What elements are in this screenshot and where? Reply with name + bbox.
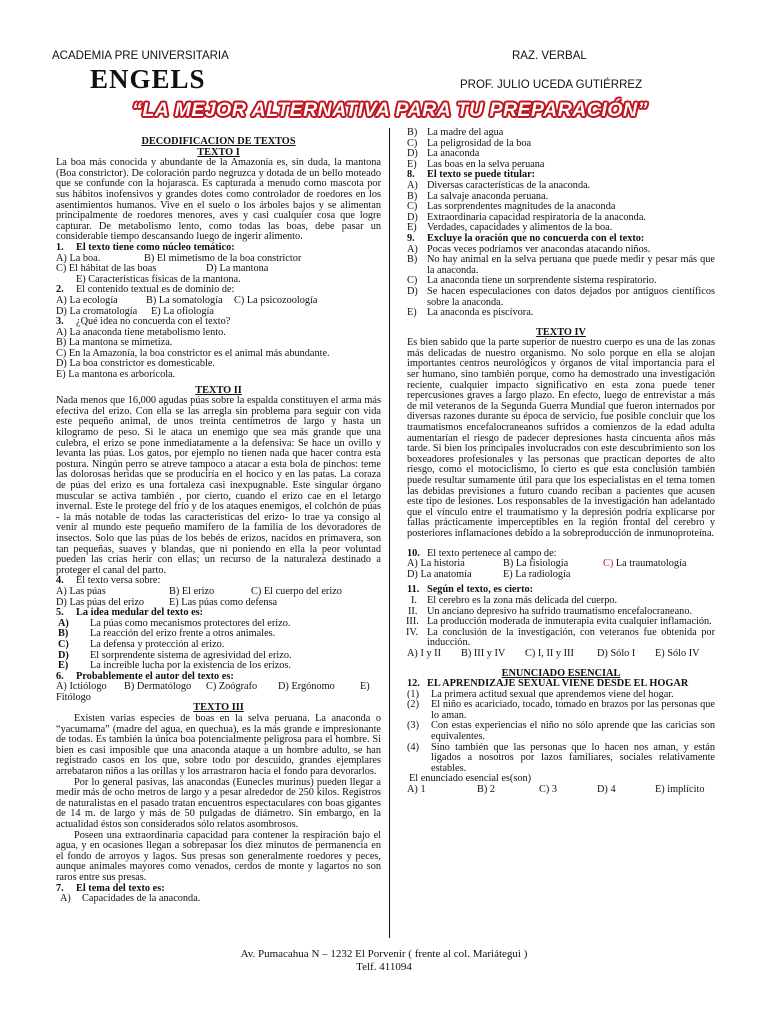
sentence-1: (1) La primera actitud sexual que aprendemos viene del hogar. xyxy=(407,688,674,700)
subject-label: RAZ. VERBAL xyxy=(512,50,587,62)
text-4-title: TEXTO IV xyxy=(536,326,586,338)
question-2: 2. El contenido textual es de dominio de: xyxy=(56,284,235,296)
question-8-option-b: B) La salvaje anaconda peruana. xyxy=(407,190,549,202)
text-3-title: TEXTO III xyxy=(193,702,244,714)
question-7-option-e: E) Las boas en la selva peruana xyxy=(407,158,545,170)
question-7-option-c: C) La peligrosidad de la boa xyxy=(407,137,532,149)
footer-address: Av. Pumacahua N – 1232 El Porvenir ( frente al col. Mariátegui ) xyxy=(240,948,528,960)
question-10-options-row1: A) La historia B) La fisiología C) La traumatología xyxy=(407,558,687,570)
question-7-option-b: B) La madre del agua xyxy=(407,127,504,138)
question-5-option-b: B) La reacción del erizo frente a otros animales. xyxy=(58,628,276,640)
question-9-option-d: D) Se hacen especulaciones con datos dejados por antiguos científicos sobre la anaconda. xyxy=(407,285,715,308)
question-5-option-e: E) La increíble lucha por la existencia de los erizos. xyxy=(58,660,291,672)
question-3-option-c: C) En la Amazonía, la boa constrictor es el animal más abundante. xyxy=(56,347,330,359)
statement-i: I. El cerebro es la zona más delicada del cuerpo. xyxy=(411,594,618,606)
question-5-option-a: A) La púas como mecanismos protectores del erizo. xyxy=(58,617,291,629)
text-2-body: Nada menos que 16,000 agudas púas sobre la espalda constituyen el arma más efectiva del erizo. Con ella se las arregla sin problema para seguir con vida este pequeño animal, de unos treinta centímetros de largo y hasta un kilogramo de peso. Si le ataca un enemigo que sea más grande que una culebra, el erizo se pone inmediatamente a la defensiva: Se hace un ovillo y levanta las púas. Los gatos, por ejemplo no tienen nada que hacer contra esta postura. Ningún perro se atreve tampoco a atacar a esta bola de pinchos: teme las dolorosas heridas que se produciría en el hocico y en las patas. La coraza de púas del erizo es una fortaleza casi inexpugnable. Este singular órgano muscular se activa también , por cierto, cuando el erizo cae en el letargo invernal. Este le protege del frío y de los ataques enemigos, el colchón de púas - la más notable de todas las características del erizo- lo trae ya consigo al venir al mundo este pequeño mamífero de la familia de los devoradores de insectos. Solo que las púas de los bebés de erizos, nacidos en primavera, son tan pequeñas, suaves y blandas, que ni poniendo en ella la peor voluntad pueden las crías herir con ellas; un recurso de la naturaleza destinado a proteger el canal del parto. xyxy=(56,395,381,576)
question-2-options-row2: D) La cromatología E) La ofiología xyxy=(56,305,214,317)
question-9-option-b: B) No hay animal en la selva peruana que puede medir y pesar más que la anaconda. xyxy=(407,254,715,276)
question-2-options-row1: A) La ecología B) La somatología C) La psicozoología xyxy=(56,294,318,306)
sentence-2: (2) El niño es acariciado, tocado, tomado en brazos por las personas que lo aman. xyxy=(407,699,715,721)
question-8-option-e: E) Verdades, capacidades y alimentos de la boa. xyxy=(407,222,613,234)
question-6: 6. Probablemente el autor del texto es: xyxy=(56,670,234,682)
question-10: 10. El texto pertenece al campo de: xyxy=(407,547,557,559)
right-column xyxy=(407,128,715,796)
question-9: 9. Excluye la oración que no concuerda con el texto: xyxy=(407,232,645,244)
question-5-option-c: C) La defensa y protección al erizo. xyxy=(58,638,225,650)
question-4: 4. El texto versa sobre: xyxy=(56,575,161,587)
academy-label: ACADEMIA PRE UNIVERSITARIA xyxy=(52,50,229,62)
professor-label: PROF. JULIO UCEDA GUTIÉRREZ xyxy=(460,79,643,91)
text-3-paragraph-3: Poseen una extraordinaria capacidad para contener la respiración bajo el agua, y en ocasiones llegan a sobrepasar los diez minutos de permanencia en el fondo de arroyos y lagos. Sus presas son generalmente roedores y peces, aunque animales mayores como venados, cerdos de monte y lagartos no son raros entre sus presas. xyxy=(56,829,381,883)
sentence-3: (3) Con estas experiencias el niño no sólo aprende que las caricias son equivalentes. xyxy=(407,720,715,743)
text-1-title: TEXTO I xyxy=(197,146,240,158)
text-3-paragraph-2: Por lo general pasivas, las anacondas (Eunecles murinus) pueden llegar a medir más de ocho metros de largo y a pesar alrededor de 250 kilos. Registros de naturalistas en el pasado tratan encuentros espectaculares con boas gigantes de 14 m. de largo y más de 50 pulgadas de diámetro. Sin embargo, en la actualidad éstos son considerados sólo relatos asombrosos. xyxy=(56,776,381,830)
question-11-options: A) I y II B) III y IV C) I, II y III D) Sólo I E) Sólo IV xyxy=(407,647,700,659)
question-1-options-row2: C) El hábitat de las boas D) La mantona xyxy=(56,263,269,275)
question-3: 3. ¿Qué idea no concuerda con el texto? xyxy=(56,316,231,328)
slogan-banner: “LA MEJOR ALTERNATIVA PARA TU PREPARACIÓN” xyxy=(132,99,648,121)
text-3-paragraph-1: Existen varias especies de boas en la selva peruana. La anaconda o “yacumama” (madre del agua, en quechua), es la más grande e impresionante de todas. Es también la única boa potencialmente peligrosa para el hombre. Si bien es casi imposible que una anaconda ataque a un hombre adulto, se han registrado casos en los que, sobre todo por descuido, grandes ejemplares arrebataron niños a las orillas y los arrastraron hacia el fondo para devorarlos. xyxy=(56,713,381,778)
question-8-option-c: C) Las sorprendentes magnitudes de la anaconda xyxy=(407,201,616,213)
column-divider xyxy=(389,128,390,938)
question-5: 5. La idea medular del texto es: xyxy=(56,607,204,619)
main-title: DECODIFICACION DE TEXTOS xyxy=(141,136,296,147)
question-5-option-d: D) El sorprendente sistema de agresividad del erizo. xyxy=(58,649,292,661)
question-4-options-row1: A) Las púas B) El erizo C) El cuerpo del erizo xyxy=(56,585,342,597)
question-8-option-a: A) Diversas características de la anaconda. xyxy=(407,179,591,191)
sentence-4: (4) Sino también que las personas que lo hacen nos aman, y están ligados a nosotros por lazos familiares, sociales relativamente estables. xyxy=(407,741,715,774)
left-column xyxy=(56,128,381,905)
question-9-option-a: A) Pocas veces podríamos ver anacondas atacando niños. xyxy=(407,243,651,255)
question-12-options: A) 1 B) 2 C) 3 D) 4 E) implícito xyxy=(407,784,705,796)
question-8: 8. El texto se puede titular: xyxy=(407,169,536,181)
question-6-option-e-cont: Fitólogo xyxy=(56,691,91,703)
text-2-title: TEXTO II xyxy=(195,384,242,396)
question-6-options: A) Ictiólogo B) Dermatólogo C) Zoógrafo D) Ergónomo E) xyxy=(56,681,370,693)
statement-iv: IV. La conclusión de la investigación, con veteranos fue obtenida por inducción. xyxy=(406,626,715,649)
text-4-body: Es bien sabido que la parte superior de nuestro cuerpo es una de las zonas más delicadas de nuestro organismo. No solo porque en ella se alojan importantes centros neurológicos y órganos de vital importancia para el ser humano, sino también porque, como ha demostrado una investigación reciente, cualquier impacto significativo en esta zona puede tener repercusiones graves a largo plazo. En efecto, luego de entrevistar a más de mil veteranos de la Segunda Guerra Mundial que fueron internados por diversas razones durante su época de servicio, fue posible concluir que los traumatismos encefalocraneanos sufridos a comienzos de la edad adulta aumentarían el riesgo de padecer depresiones hasta cincuenta años más tarde. Si bien los principales involucrados con este descubrimiento son los boxeadores profesionales y las personas que practican deportes de alto riesgo, como el motociclismo, lo cierto es que esta conclusión también puede resultar sumamente útil para que los especialistas en el tema tomen las debidas previsiones a futuro cuando reciban a pacientes que acusen este tipo de lesiones. Los responsables de la investigación han adelantado que el vínculo entre el traumatismo y la depresión podría explicarse por fallas prácticamente imperceptibles en la región frontal del cerebro y posteriores inflamaciones debido a la sobreproducción de inmunoproteína. xyxy=(407,337,715,539)
question-3-option-b: B) La mantona se mimetiza. xyxy=(56,337,173,349)
question-9-option-e: E) La anaconda es piscívora. xyxy=(407,307,534,319)
question-1: 1. El texto tiene como núcleo temático: xyxy=(56,241,235,253)
footer-phone: Telf. 411094 xyxy=(356,961,412,973)
question-1-options-row1: A) La boa. B) El mimetismo de la boa constrictor xyxy=(56,252,302,264)
question-3-option-e: E) La mantona es arborícola. xyxy=(56,369,176,381)
question-9-option-c: C) La anaconda tiene un sorprendente sistema respiratorio. xyxy=(407,275,657,287)
question-7: 7. El tema del texto es: xyxy=(56,882,165,894)
text-1-body: La boa más conocida y abundante de la Amazonía es, sin duda, la mantona (Boa constrictor). De coloración pardo negruzca y dotada de un bello moteado que se confunde con la hojarasca. Es capturada a menudo como mascota por sus hábitos inofensivos y grandes dotes como controlador de roedores en los asentimientos humanos. Vive en el suelo o los árboles bajos y se alimentan principalmente de roedores menores, aves y casi cualquier cosa que logre capturar. De metabolismo lento, como todas las boas, debe pasar un considerable tiempo descansando luego de ingerir alimento. xyxy=(56,157,381,243)
essential-statement-title: ENUNCIADO ESENCIAL xyxy=(501,667,621,679)
question-7-option-d: D) La anaconda xyxy=(407,148,480,160)
question-11: 11. Según el texto, es cierto: xyxy=(407,584,534,596)
question-10-options-row2: D) La anatomía E) La radiología xyxy=(407,568,571,580)
statement-iii: III. La producción moderada de inmuterapia evita cualquier inflamación. xyxy=(406,616,712,628)
highlighted-answer: C) xyxy=(603,558,614,570)
question-12-prompt: El enunciado esencial es(son) xyxy=(409,773,532,785)
question-7-option-a: A) Capacidades de la anaconda. xyxy=(60,893,201,905)
question-12: 12. EL APRENDIZAJE SEXUAL VIENE DESDE EL HOGAR xyxy=(407,678,689,690)
question-3-option-d: D) La boa constrictor es domesticable. xyxy=(56,358,215,370)
question-1-option-e: E) Características físicas de la mantona. xyxy=(76,273,241,285)
question-4-options-row2: D) Las púas del erizo E) Las púas como defensa xyxy=(56,596,278,608)
statement-ii: II. Un anciano depresivo ha sufrido traumatismo encefalocraneano. xyxy=(408,605,693,617)
question-3-option-a: A) La anaconda tiene metabolismo lento. xyxy=(56,326,226,338)
academy-name: ENGELS xyxy=(90,64,206,94)
question-8-option-d: D) Extraordinaria capacidad respiratoria de la anaconda. xyxy=(407,211,646,223)
